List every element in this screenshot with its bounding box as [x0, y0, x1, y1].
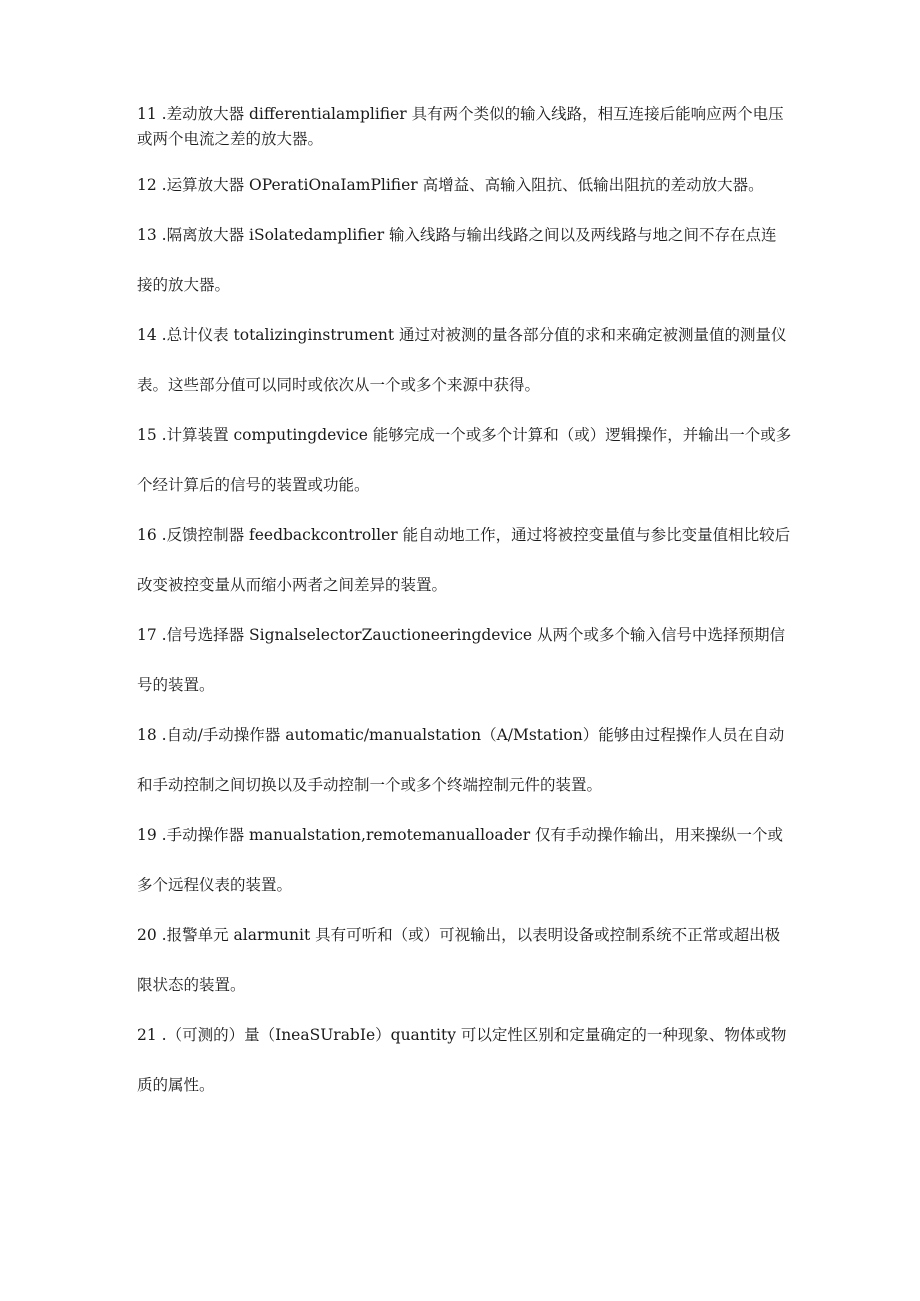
entry-11: 11 .差动放大器 differentialamplifier 具有两个类似的输入线路，相互连接后能响应两个电压或两个电流之差的放大器。	[137, 105, 784, 148]
entry-17: 17 .信号选择器 SignalselectorZauctioneeringdevice 从两个或多个输入信号中选择预期信号的装置。	[137, 626, 785, 694]
entry-21: 21 .（可测的）量（IneaSUrabIe）quantity 可以定性区别和定量确定的一种现象、物体或物质的属性。	[137, 1026, 787, 1094]
entry-16: 16 .反馈控制器 feedbackcontroller 能自动地工作，通过将被控变量值与参比变量值相比较后改变被控变量从而缩小两者之间差异的装置。	[137, 526, 791, 594]
entry-14: 14 .总计仪表 totalizinginstrument 通过对被测的量各部分值的求和来确定被测量值的测量仪表。这些部分值可以同时或依次从一个或多个来源中获得。	[137, 326, 787, 394]
entry-20: 20 .报警单元 alarmunit 具有可听和（或）可视输出，以表明设备或控制系统不正常或超出极限状态的装置。	[137, 926, 781, 994]
document-page	[137, 102, 792, 1110]
entry-19: 19 .手动操作器 manualstation,remotemanualloader 仅有手动操作输出，用来操纵一个或多个远程仪表的装置。	[137, 826, 784, 894]
entry-13: 13 .隔离放大器 iSolatedamplifier 输入线路与输出线路之间以及两线路与地之间不存在点连接的放大器。	[137, 226, 777, 294]
entry-15: 15 .计算装置 computingdevice 能够完成一个或多个计算和（或）逻辑操作，并输出一个或多个经计算后的信号的装置或功能。	[137, 426, 792, 494]
entry-18: 18 .自动/手动操作器 automatic/manualstation（A/Mstation）能够由过程操作人员在自动和手动控制之间切换以及手动控制一个或多个终端控制元件的装置。	[137, 726, 785, 794]
entry-12: 12 .运算放大器 OPeratiOnaIamPlifier 高增益、高输入阻抗、低输出阻抗的差动放大器。	[137, 176, 764, 194]
